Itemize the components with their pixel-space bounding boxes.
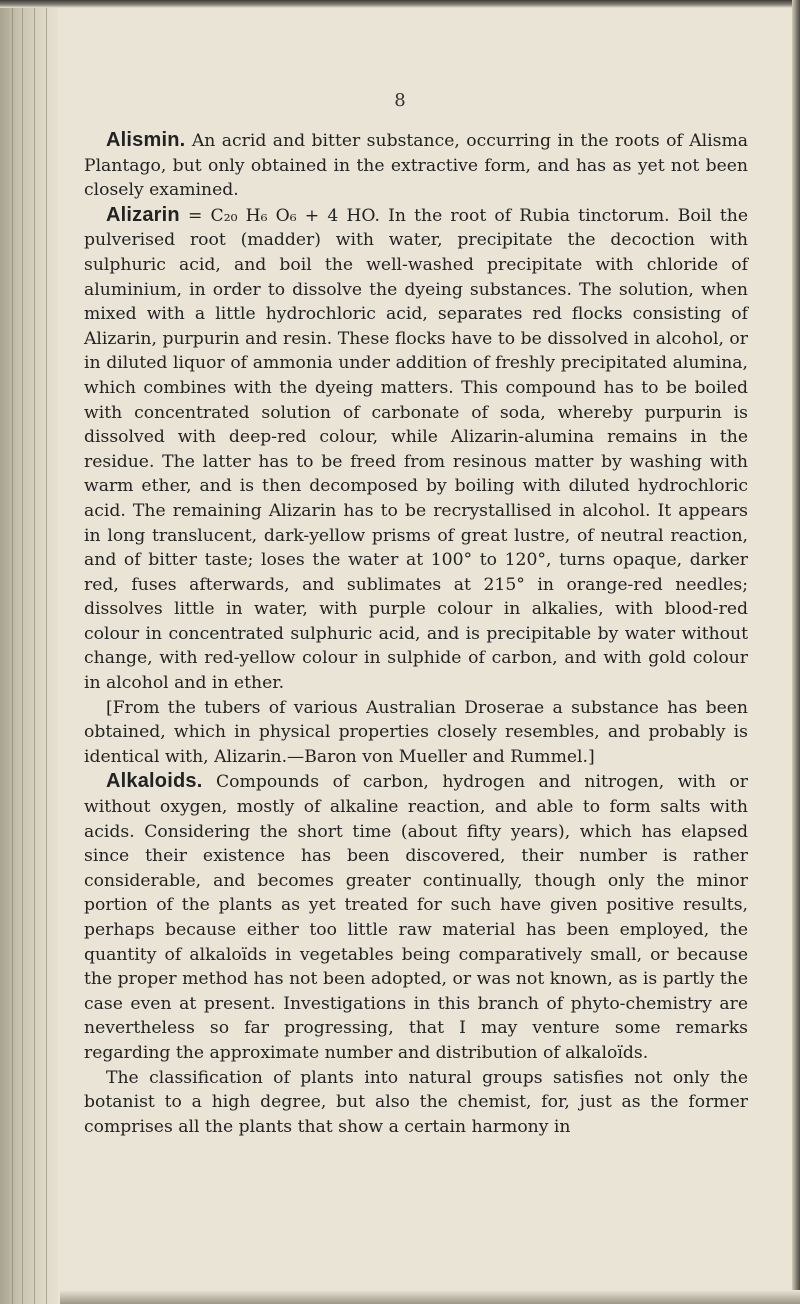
entry-heading: Alizarin (106, 203, 180, 226)
gutter-line (12, 0, 13, 1304)
entry-body: The classification of plants into natural groups satisfies not only the botanist to a high degree, but also the chemist, for, just as the former comprises all the plants that show a certain harmony in (84, 1067, 748, 1137)
entry-heading: Alkaloids. (106, 770, 203, 793)
page-number: 8 (394, 90, 406, 111)
page-top-edge (0, 0, 800, 8)
entry-heading: Alismin. (106, 129, 186, 151)
page-bottom-edge (60, 1290, 800, 1304)
binding-gutter (0, 0, 58, 1304)
entry-body: = C₂₀ H₆ O₆ + 4 HO. In the root of Rubia tinctorum. Boil the pulverised root (madder) with water, precipitate the decoction with sulphuric acid, and boil the well-washed precipitate with chloride of aluminium, in order to dissolve the dyeing substances. The solution, when mixed with a little hydrochloric acid, separates red flocks consisting of Alizarin, purpurin and resin. These flocks have to be dissolved in alcohol, or in diluted liquor of ammonia under addition of freshly precipitated alumina, which combines with the dyeing matters. This compound has to be boiled with concentrated solution of carbonate of soda, whereby purpurin is dissolved with deep-red colour, while Alizarin-alumina remains in the residue. The latter has to be freed from resinous matter by washing with warm ether, and is then decomposed by boiling with diluted hydrochloric acid. The remaining Alizarin has to be recrystallised in alcohol. It appears in long translucent, dark-yellow prisms of great lustre, of neutral reaction, and of bitter taste; loses the water at 100° to 120°, turns opaque, darker red, fuses afterwards, and sublimates at 215° in orange-red needles; dissolves little in water, with purple colour in alkalies, with blood-red colour in concentrated sulphuric acid, and is precipitable by water without change, with red-yellow colour in sulphide of carbon, and with gold colour in alcohol and in ether. (84, 205, 748, 694)
page-right-edge (792, 0, 800, 1304)
gutter-line (22, 0, 23, 1304)
page-text (84, 128, 748, 1139)
entry-classification (84, 1066, 748, 1140)
entry-note (84, 696, 748, 770)
gutter-line (34, 0, 35, 1304)
entry-body: An acrid and bitter substance, occurring in the roots of Alisma Plantago, but only obtained in the extractive form, and has as yet not been closely examined. (84, 131, 748, 201)
entry-alismin (84, 128, 748, 203)
entry-body: [From the tubers of various Australian Droserae a substance has been obtained, which in physical properties closely resembles, and probably is identical with, Alizarin.—Baron von Mueller and Rummel.] (84, 697, 748, 767)
entry-alizarin (84, 203, 748, 696)
entry-alkaloids (84, 769, 748, 1065)
gutter-line (46, 0, 47, 1304)
entry-body: Compounds of carbon, hydrogen and nitrogen, with or without oxygen, mostly of alkaline reaction, and able to form salts with acids. Considering the short time (about fifty years), which has elapsed since their existence has been discovered, their number is rather considerable, and becomes greater continually, though only the minor portion of the plants as yet treated for such have given positive results, perhaps because either too little raw material has been employed, the quantity of alkaloïds in vegetables being comparatively small, or because the proper method has not been adopted, or was not known, as is partly the case even at present. Investigations in this branch of phyto-chemistry are nevertheless so far progressing, that I may venture some remarks regarding the approximate number and distribution of alkaloïds. (84, 772, 748, 1063)
